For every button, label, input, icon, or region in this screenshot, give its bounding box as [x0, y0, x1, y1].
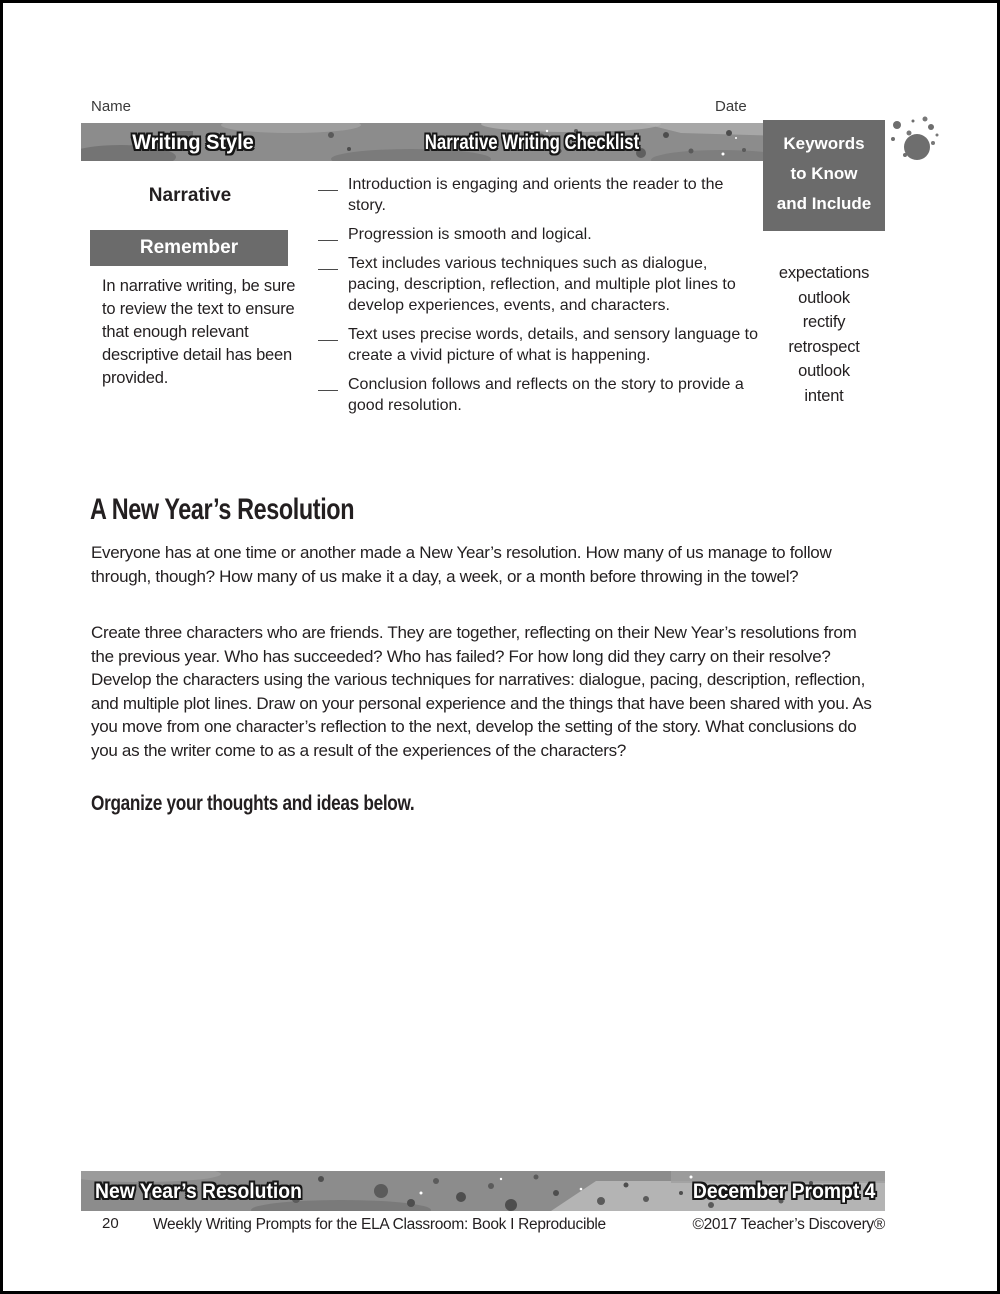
checklist-blank-line — [318, 253, 338, 270]
page-number: 20 — [102, 1215, 119, 1232]
checklist-item-text: Text includes various techniques such as dialogue, pacing, description, reflection, and multiple plot lines to develop experiences, events, and characters. — [348, 255, 736, 314]
keywords-box-title-line: Keywords — [783, 134, 865, 153]
keyword: expectations — [778, 264, 870, 282]
keywords-box-title-line: and Include — [776, 194, 872, 213]
checklist-blank-line — [318, 324, 338, 341]
organize-instruction: Organize your thoughts and ideas below. — [91, 792, 415, 815]
checklist-item — [318, 253, 758, 316]
copyright-notice: ©2017 Teacher’s Discovery® — [692, 1216, 885, 1233]
date-label: Date — [715, 98, 747, 115]
keyword: retrospect — [788, 337, 860, 356]
checklist-blank-line — [318, 224, 338, 241]
blank-writing-area — [91, 828, 885, 1163]
footer-banner-title: New Year’s Resolution — [95, 1180, 302, 1203]
checklist-item-text: Progression is smooth and logical. — [348, 226, 592, 243]
checklist-item — [318, 224, 758, 245]
writing-style-name: Narrative — [148, 185, 232, 206]
checklist-item — [318, 174, 758, 216]
remember-heading: Remember — [90, 230, 288, 266]
keywords-list — [760, 261, 888, 408]
book-title: Weekly Writing Prompts for the ELA Classroom: Book I Reproducible — [153, 1216, 606, 1233]
remember-text: In narrative writing, be sure to review the text to ensure that enough relevant descriptive detail has been provided. — [102, 277, 296, 387]
checklist-title: Narrative Writing Checklist — [424, 131, 640, 154]
page-footer — [3, 1214, 1000, 1238]
writing-style-label: Writing Style — [132, 131, 254, 154]
narrative-writing-checklist — [318, 174, 758, 424]
checklist-item-text: Conclusion follows and reflects on the story to provide a good resolution. — [348, 376, 744, 414]
checklist-item-text: Text uses precise words, details, and sensory language to create a vivid picture of what is happening. — [348, 326, 759, 364]
checklist-item-text: Introduction is engaging and orients the reader to the story. — [348, 176, 724, 214]
name-label: Name — [91, 98, 132, 115]
footer-banner — [81, 1171, 885, 1211]
prompt-paragraph: Everyone has at one time or another made a New Year’s resolution. How many of us manage to follow through, though? How many of us make it a day, a week, or a month before throwing in the towel? — [91, 543, 832, 586]
keywords-box-title-line: to Know — [790, 164, 858, 183]
keyword: outlook — [798, 288, 850, 307]
checklist-item — [318, 324, 758, 366]
checklist-blank-line — [318, 374, 338, 391]
ink-splatter-icon — [887, 115, 939, 163]
footer-banner-prompt-label: December Prompt 4 — [692, 1180, 875, 1203]
prompt-paragraph: Create three characters who are friends. They are together, reflecting on their New Year’s resolutions from the previous year. Who has succeeded? Who has failed? For how long did they carry on their resolve? Develop the characters using the various techniques for narratives: dialogue, pacing, description, reflection, and multiple plot lines. Draw on your personal experience and the things that have been shared with you. As you move from one character’s reflection to the next, develop the setting of the story. What conclusions do you as the writer come to as a result of the experiences of the characters? — [91, 623, 872, 760]
keyword: outlook — [798, 362, 850, 380]
keyword: rectify — [802, 313, 846, 331]
prompt-title: A New Year’s Resolution — [90, 493, 355, 526]
keywords-box — [763, 120, 885, 231]
checklist-blank-line — [318, 174, 338, 191]
checklist-item — [318, 374, 758, 416]
keyword: intent — [804, 386, 844, 405]
